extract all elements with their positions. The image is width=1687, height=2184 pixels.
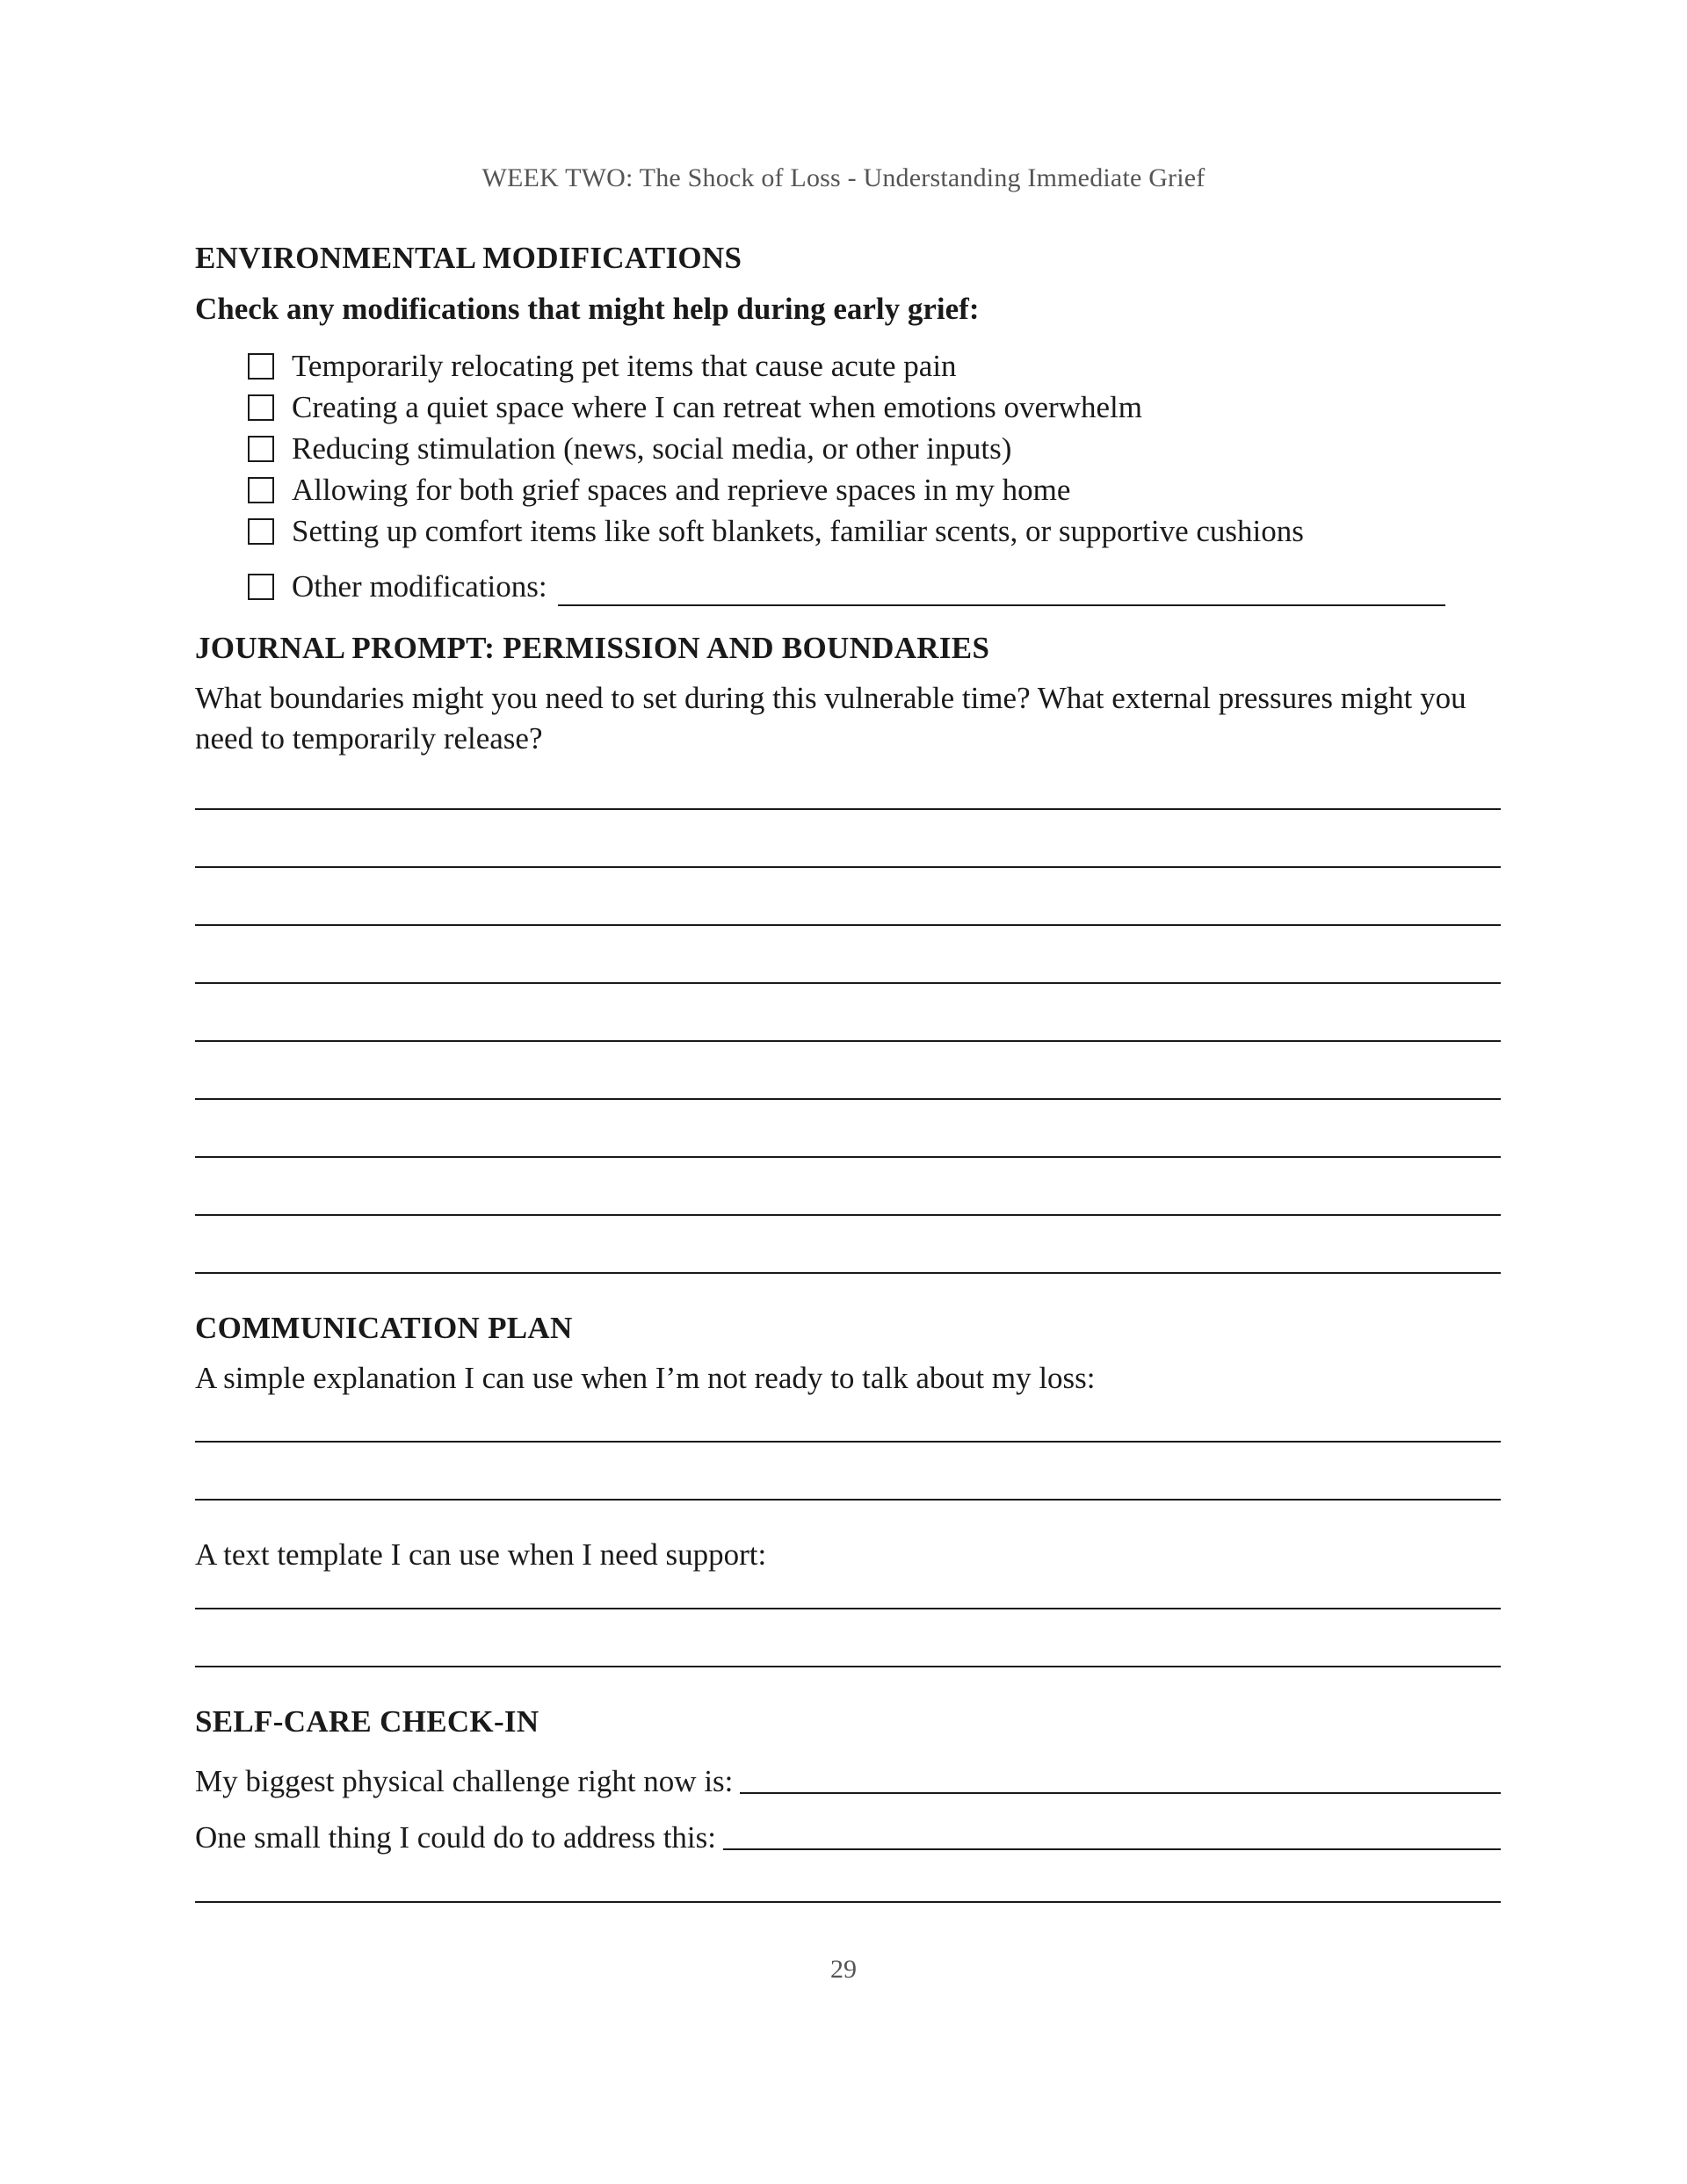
- small-thing-row: [195, 1815, 1501, 1855]
- checklist-item[interactable]: [248, 345, 1495, 387]
- template-writing-line[interactable]: [195, 1608, 1501, 1609]
- communication-section: [195, 1311, 1513, 1399]
- environmental-instruction: Check any modifications that might help during early grief:: [195, 292, 980, 326]
- journal-prompt: What boundaries might you need to set during this vulnerable time? What external pressures might you need to temporarily release?: [195, 681, 1466, 756]
- journal-writing-line[interactable]: [195, 808, 1501, 810]
- other-modifications-field[interactable]: [558, 575, 1445, 606]
- explanation-prompt: A simple explanation I can use when I’m not ready to talk about my loss:: [195, 1361, 1096, 1395]
- journal-writing-line[interactable]: [195, 1272, 1501, 1274]
- challenge-row: [195, 1759, 1501, 1799]
- page-number: 29: [830, 1955, 857, 1984]
- environmental-title: ENVIRONMENTAL MODIFICATIONS: [195, 241, 742, 275]
- small-thing-label: One small thing I could do to address this:: [195, 1820, 716, 1855]
- checkbox[interactable]: [248, 477, 274, 503]
- journal-writing-line[interactable]: [195, 982, 1501, 984]
- selfcare-section: [195, 1704, 1513, 1739]
- checkbox[interactable]: [248, 518, 274, 545]
- journal-writing-line[interactable]: [195, 924, 1501, 926]
- communication-title: COMMUNICATION PLAN: [195, 1311, 573, 1345]
- checklist-item[interactable]: [248, 510, 1495, 552]
- journal-writing-line[interactable]: [195, 1040, 1501, 1042]
- checklist-item-label: Setting up comfort items like soft blankets, familiar scents, or supportive cushions: [292, 513, 1304, 548]
- small-thing-writing-line[interactable]: [195, 1901, 1501, 1903]
- checklist-item[interactable]: [248, 469, 1495, 510]
- template-block: [195, 1535, 1513, 1575]
- environmental-section: [195, 241, 1513, 327]
- checklist-item-label: Allowing for both grief spaces and reprieve spaces in my home: [292, 472, 1071, 507]
- checkbox[interactable]: [248, 574, 274, 600]
- journal-writing-line[interactable]: [195, 866, 1501, 868]
- journal-title: JOURNAL PROMPT: PERMISSION AND BOUNDARIES: [195, 631, 990, 665]
- explanation-writing-line[interactable]: [195, 1499, 1501, 1501]
- template-prompt: A text template I can use when I need support:: [195, 1537, 767, 1572]
- selfcare-title: SELF-CARE CHECK-IN: [195, 1704, 539, 1739]
- checklist-item[interactable]: [248, 428, 1495, 469]
- checkbox[interactable]: [248, 436, 274, 462]
- checklist-item[interactable]: [248, 387, 1495, 428]
- challenge-field[interactable]: [740, 1762, 1501, 1794]
- other-modifications-label: Other modifications:: [292, 568, 547, 604]
- checkbox[interactable]: [248, 394, 274, 421]
- modifications-checklist: [248, 345, 1495, 607]
- template-writing-line[interactable]: [195, 1666, 1501, 1667]
- small-thing-field[interactable]: [723, 1819, 1501, 1850]
- journal-writing-line[interactable]: [195, 1156, 1501, 1158]
- explanation-writing-line[interactable]: [195, 1441, 1501, 1443]
- journal-section: [195, 631, 1513, 759]
- checklist-item-label: Temporarily relocating pet items that cause acute pain: [292, 348, 957, 383]
- running-header: WEEK TWO: The Shock of Loss - Understanding Immediate Grief: [481, 163, 1206, 192]
- journal-writing-line[interactable]: [195, 1098, 1501, 1100]
- checkbox[interactable]: [248, 353, 274, 380]
- checklist-item-label: Reducing stimulation (news, social media, or other inputs): [292, 430, 1012, 466]
- challenge-label: My biggest physical challenge right now is:: [195, 1764, 734, 1798]
- journal-writing-line[interactable]: [195, 1214, 1501, 1216]
- checklist-item-other[interactable]: [248, 566, 1495, 607]
- checklist-item-label: Creating a quiet space where I can retreat when emotions overwhelm: [292, 389, 1142, 424]
